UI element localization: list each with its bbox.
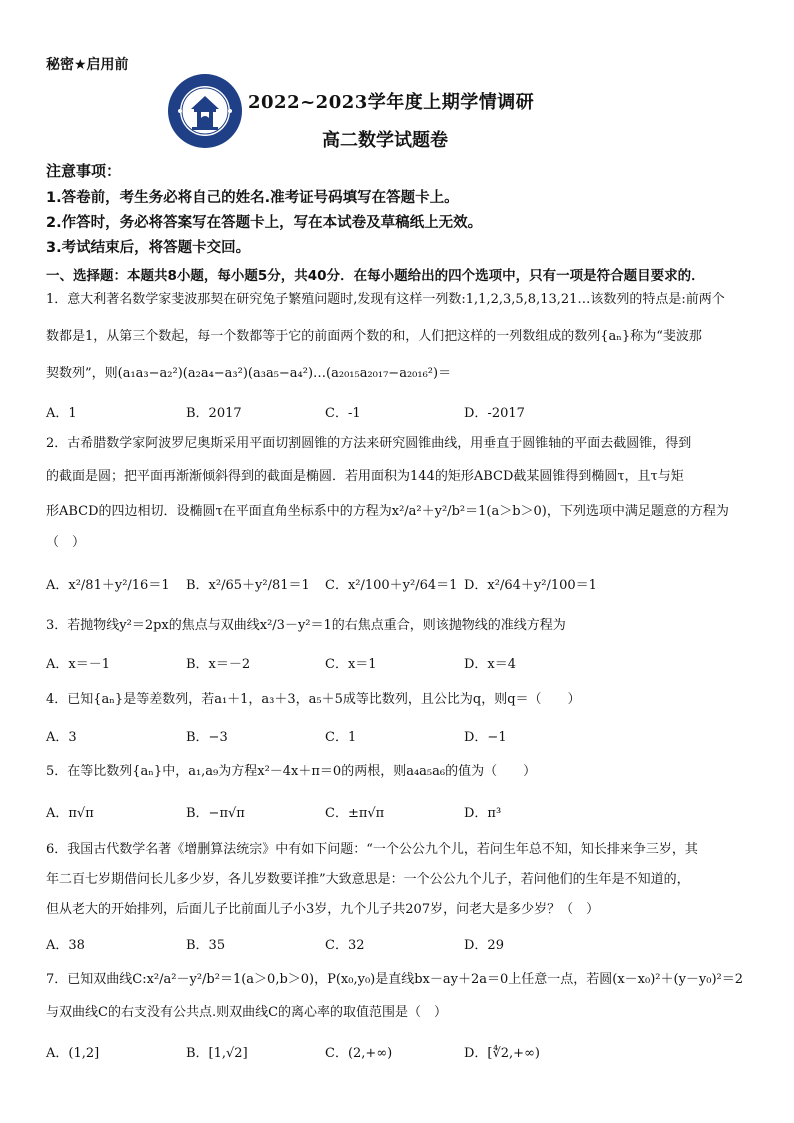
question-1 [46,286,750,387]
option-c: C．32 [325,938,365,953]
option-c: C．1 [325,730,357,745]
question-line: 数都是1，从第三个数起，每一个数都等于它的前面两个数的和，人们把这样的一列数组成的数列{aₙ}称为“斐波那 [46,329,702,344]
question-line: 年二百七岁期借问长儿多少岁，各儿岁数要详推”大致意思是：一个公公九个儿子，若问他们的生年是不知道的， [46,872,690,887]
option-d: D．π³ [464,806,502,821]
exam-title: 2022~2023学年度上期学情调研 [248,92,535,113]
notice-item: 2.作答时，务必将答案写在答题卡上，写在本试卷及草稿纸上无效。 [46,215,483,231]
exam-subtitle: 高二数学试题卷 [322,130,448,151]
question-line: 2．古希腊数学家阿波罗尼奥斯采用平面切割圆锥的方法来研究圆锥曲线，用垂直于圆锥轴的平面去截圆锥，得到 [46,436,692,451]
question-line: 1．意大利著名数学家斐波那契在研究兔子繁殖问题时,发现有这样一列数:1,1,2,3,5,8,13,21…该数列的特点是:前两个 [46,292,725,307]
option-d: D．-2017 [464,406,525,421]
option-c: C．x²/100＋y²/64＝1 [325,578,458,593]
option-b: B．x²/65＋y²/81＝1 [186,578,310,593]
question-2 [46,430,750,556]
option-d: D．x²/64＋y²/100＝1 [464,578,597,593]
question-line: 3．若抛物线y²＝2px的焦点与双曲线x²/3－y²＝1的右焦点重合，则该抛物线的准线方程为 [46,618,566,633]
option-a: A．x²/81＋y²/16＝1 [46,578,170,593]
notice-item: 3.考试结束后，将答题卡交回。 [46,240,251,256]
section-heading: 一、选择题：本题共8小题，每小题5分，共40分．在每小题给出的四个选项中，只有一项是符合题目要求的． [46,268,705,284]
option-d: D．[∜2,+∞) [464,1046,540,1061]
question-7 [46,966,750,1026]
option-d: D．−1 [464,730,507,745]
option-a: A．π√π [46,806,94,821]
question-3 [46,612,750,639]
option-b: B．2017 [186,406,242,421]
school-logo [166,72,244,150]
question-5 [46,758,750,785]
notice-heading: 注意事项： [46,162,122,180]
question-line: 契数列”，则(a₁a₃−a₂²)(a₂a₄−a₃²)(a₃a₅−a₄²)…(a₂₀₁₅a₂₀₁₇−a₂₀₁₆²)＝ [46,366,452,381]
option-b: B．x＝－2 [186,657,251,672]
question-line: 7．已知双曲线C:x²/a²－y²/b²＝1(a＞0,b＞0)，P(x₀,y₀)是直线bx－ay＋2a＝0上任意一点，若圆(x－x₀)²＋(y－y₀)²＝2 [46,972,744,987]
option-a: A．(1,2] [46,1046,100,1061]
option-a: A．x＝－1 [46,657,110,672]
option-b: B．−π√π [186,806,245,821]
option-a: A．1 [46,406,77,421]
question-line: （ ） [46,535,86,550]
question-4 [46,686,750,713]
option-b: B．35 [186,938,226,953]
option-d: D．x＝4 [464,657,517,672]
question-line: 的截面是圆；把平面再渐渐倾斜得到的截面是椭圆．若用面积为144的矩形ABCD截某圆锥得到椭圆τ，且τ与矩 [46,469,684,484]
question-6 [46,836,750,923]
option-b: B．[1,√2] [186,1046,248,1061]
question-line: 6．我国古代数学名著《增删算法统宗》中有如下问题：“一个公公九个儿，若问生年总不知，知长排来争三岁，其 [46,842,698,857]
secret-label: 秘密★启用前 [46,57,129,73]
option-b: B．−3 [186,730,228,745]
option-c: C．x＝1 [325,657,377,672]
question-line: 5．在等比数列{aₙ}中，a₁,a₉为方程x²－4x＋π＝0的两根，则a₄a₅a₆的值为（ ） [46,764,537,779]
question-line: 与双曲线C的右支没有公共点.则双曲线C的离心率的取值范围是（ ） [46,1005,448,1020]
notice-item: 1.答卷前，考生务必将自己的姓名.准考证号码填写在答题卡上。 [46,190,459,206]
question-line: 4．已知{aₙ}是等差数列，若a₁＋1，a₃＋3，a₅＋5成等比数列，且公比为q，则q＝（ ） [46,692,581,707]
option-d: D．29 [464,938,504,953]
option-c: C．(2,+∞) [325,1046,393,1061]
option-c: C．-1 [325,406,361,421]
question-line: 但从老大的开始排列，后面儿子比前面儿子小3岁，九个儿子共207岁，问老大是多少岁？（ ） [46,902,600,917]
option-c: C．±π√π [325,806,385,821]
option-a: A．38 [46,938,85,953]
option-a: A．3 [46,730,77,745]
question-line: 形ABCD的四边相切．设椭圆τ在平面直角坐标系中的方程为x²/a²＋y²/b²＝1(a＞b＞0)，下列选项中满足题意的方程为 [46,504,729,519]
